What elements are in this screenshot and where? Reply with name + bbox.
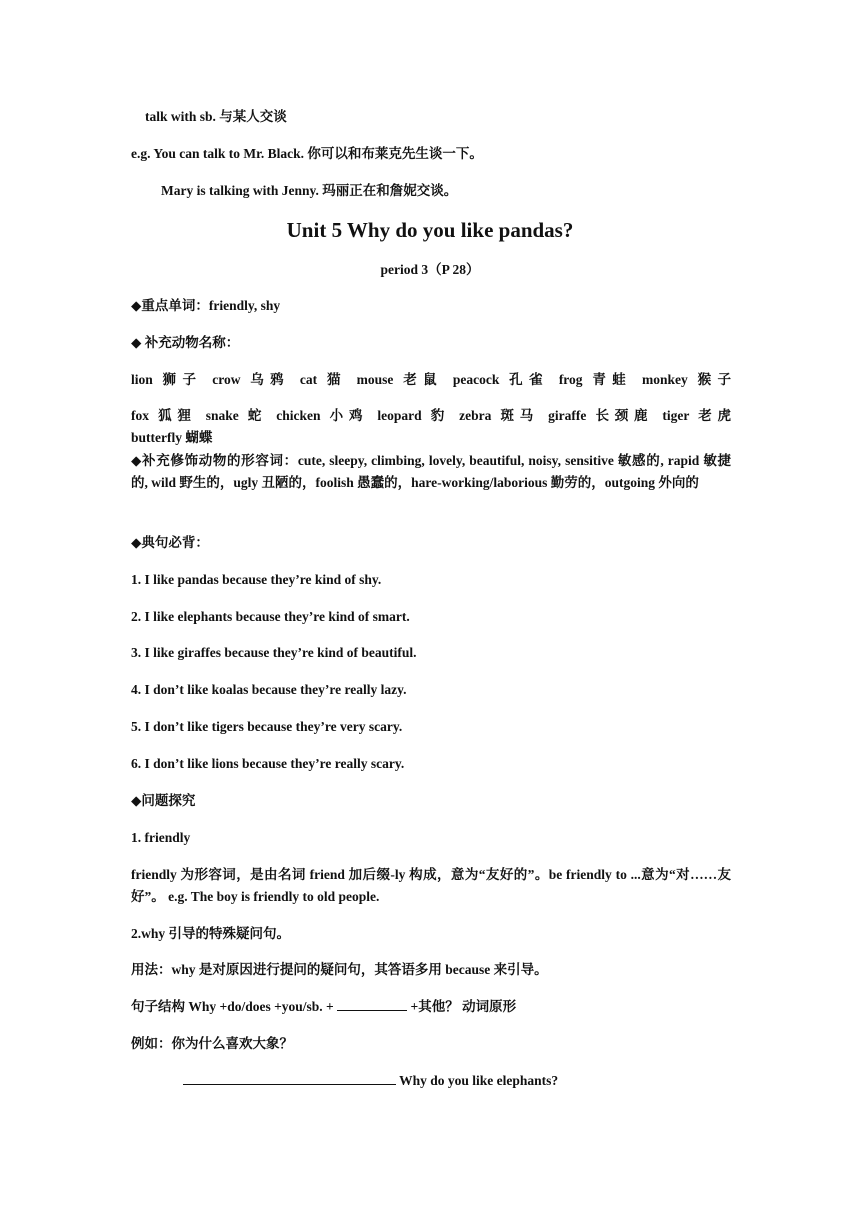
key-words-label: ◆重点单词： [131,298,209,313]
animals-row-1: lion 狮子 crow 乌鸦 cat 猫 mouse 老鼠 peacock 孔雀 frog 青蛙 monkey 猴子 [131,372,731,387]
explore-label: ◆问题探究 [131,793,196,808]
explore-item-1-title: 1. friendly [131,830,191,845]
sentence-item: 4. I don’t like koalas because they’re really lazy. [131,682,407,697]
intro-line-2: e.g. You can talk to Mr. Black. 你可以和布莱克先生谈一下。 [131,146,483,161]
sentence-item: 1. I like pandas because they’re kind of shy. [131,572,382,587]
example-answer: Why do you like elephants? [396,1073,559,1088]
animals-row-3: butterfly 蝴蝶 [131,430,213,445]
usage-line: 用法：why 是对原因进行提问的疑问句，其答语多用 because 来引导。 [131,962,548,977]
adjectives-paragraph: ◆补充修饰动物的形容词：cute, sleepy, climbing, lovely, beautiful, noisy, sensitive 敏感的, rapid 敏捷的, wild 野生的，ugly 丑陋的，foolish 愚蠢的，hare-working/laborious 勤劳的，outgoing 外向的 [131,453,731,490]
key-words-line [131,295,731,317]
explore-item-1-text: friendly 为形容词，是由名词 friend 加后缀-ly 构成，意为“友好的”。be friendly to ...意为“对……友好”。 e.g. The boy is friendly to old people. [131,867,731,904]
sentence-item: 5. I don’t like tigers because they’re very scary. [131,719,403,734]
period-subtitle: period 3（P 28） [380,262,480,277]
example-label: 例如：你为什么喜欢大象？ [131,1036,293,1051]
example-answer-line [183,1070,783,1092]
structure-prefix: 句子结构 Why +do/does +you/sb. + [131,999,338,1014]
animals-row-2: fox 狐狸 snake 蛇 chicken 小鸡 leopard 豹 zebra 斑马 giraffe 长颈鹿 tiger 老虎 [131,408,731,423]
structure-line [131,996,731,1018]
animals-label: ◆ 补充动物名称： [131,335,240,350]
answer-blank[interactable] [183,1070,396,1085]
sentence-item: 6. I don’t like lions because they’re really scary. [131,756,405,771]
sentence-item: 2. I like elephants because they’re kind of smart. [131,609,410,624]
key-words-text: friendly, shy [208,298,281,313]
sentences-label: ◆典句必背： [131,535,209,550]
intro-line-1: talk with sb. 与某人交谈 [145,109,287,124]
structure-blank[interactable] [337,996,407,1011]
structure-suffix: +其他？ 动词原形 [407,999,517,1014]
explore-item-2-title: 2.why 引导的特殊疑问句。 [131,926,291,941]
sentence-item: 3. I like giraffes because they’re kind of beautiful. [131,645,417,660]
intro-line-3: Mary is talking with Jenny. 玛丽正在和詹妮交谈。 [161,183,458,198]
unit-title: Unit 5 Why do you like pandas? [286,218,574,242]
